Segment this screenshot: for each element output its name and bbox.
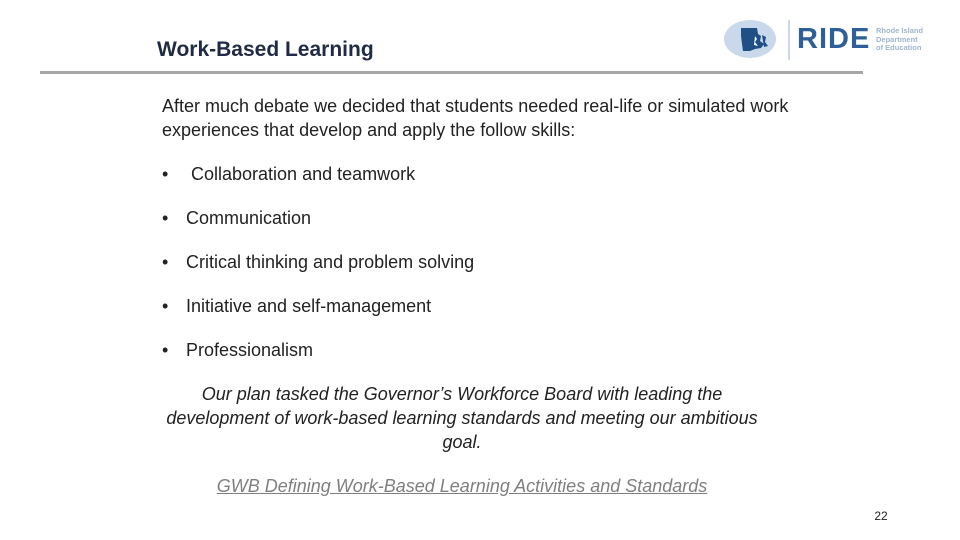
- logo-divider: [788, 20, 790, 60]
- list-item: [162, 162, 474, 206]
- skill-label: Communication: [186, 208, 312, 228]
- bullet-icon: •: [162, 208, 169, 228]
- bullet-icon: •: [162, 340, 169, 360]
- list-item: [162, 338, 474, 382]
- logo-wordmark: RIDE: [797, 23, 871, 55]
- bullet-icon: •: [162, 252, 169, 272]
- plan-paragraph: Our plan tasked the Governor’s Workforce Board with leading the development of work-based learning standards and meeting our ambitious goal.: [166, 384, 758, 452]
- list-item: [162, 250, 474, 294]
- ride-logo: [724, 18, 934, 62]
- gwb-standards-link[interactable]: GWB Defining Work-Based Learning Activities and Standards: [216, 476, 708, 496]
- title-divider: [40, 71, 863, 74]
- slide-title: Work-Based Learning: [157, 38, 374, 61]
- logo-subtitle-line: of Education: [876, 43, 922, 52]
- logo-subtitle: [876, 27, 936, 53]
- skills-list: [162, 162, 474, 382]
- skill-label: Professionalism: [186, 340, 314, 360]
- intro-paragraph: After much debate we decided that students needed real-life or simulated work experiences that develop and apply the follow skills:: [162, 96, 789, 140]
- bullet-icon: •: [162, 164, 169, 184]
- list-item: [162, 294, 474, 338]
- bullet-icon: •: [162, 296, 169, 316]
- page-number: 22: [874, 509, 888, 523]
- skill-label: Collaboration and teamwork: [191, 164, 416, 184]
- skill-label: Initiative and self-management: [186, 296, 432, 316]
- list-item: [162, 206, 474, 250]
- skill-label: Critical thinking and problem solving: [186, 252, 475, 272]
- logo-subtitle-line: Department: [876, 34, 918, 44]
- rhode-island-state-icon: [724, 20, 776, 58]
- logo-subtitle-line: Rhode Island: [876, 26, 924, 35]
